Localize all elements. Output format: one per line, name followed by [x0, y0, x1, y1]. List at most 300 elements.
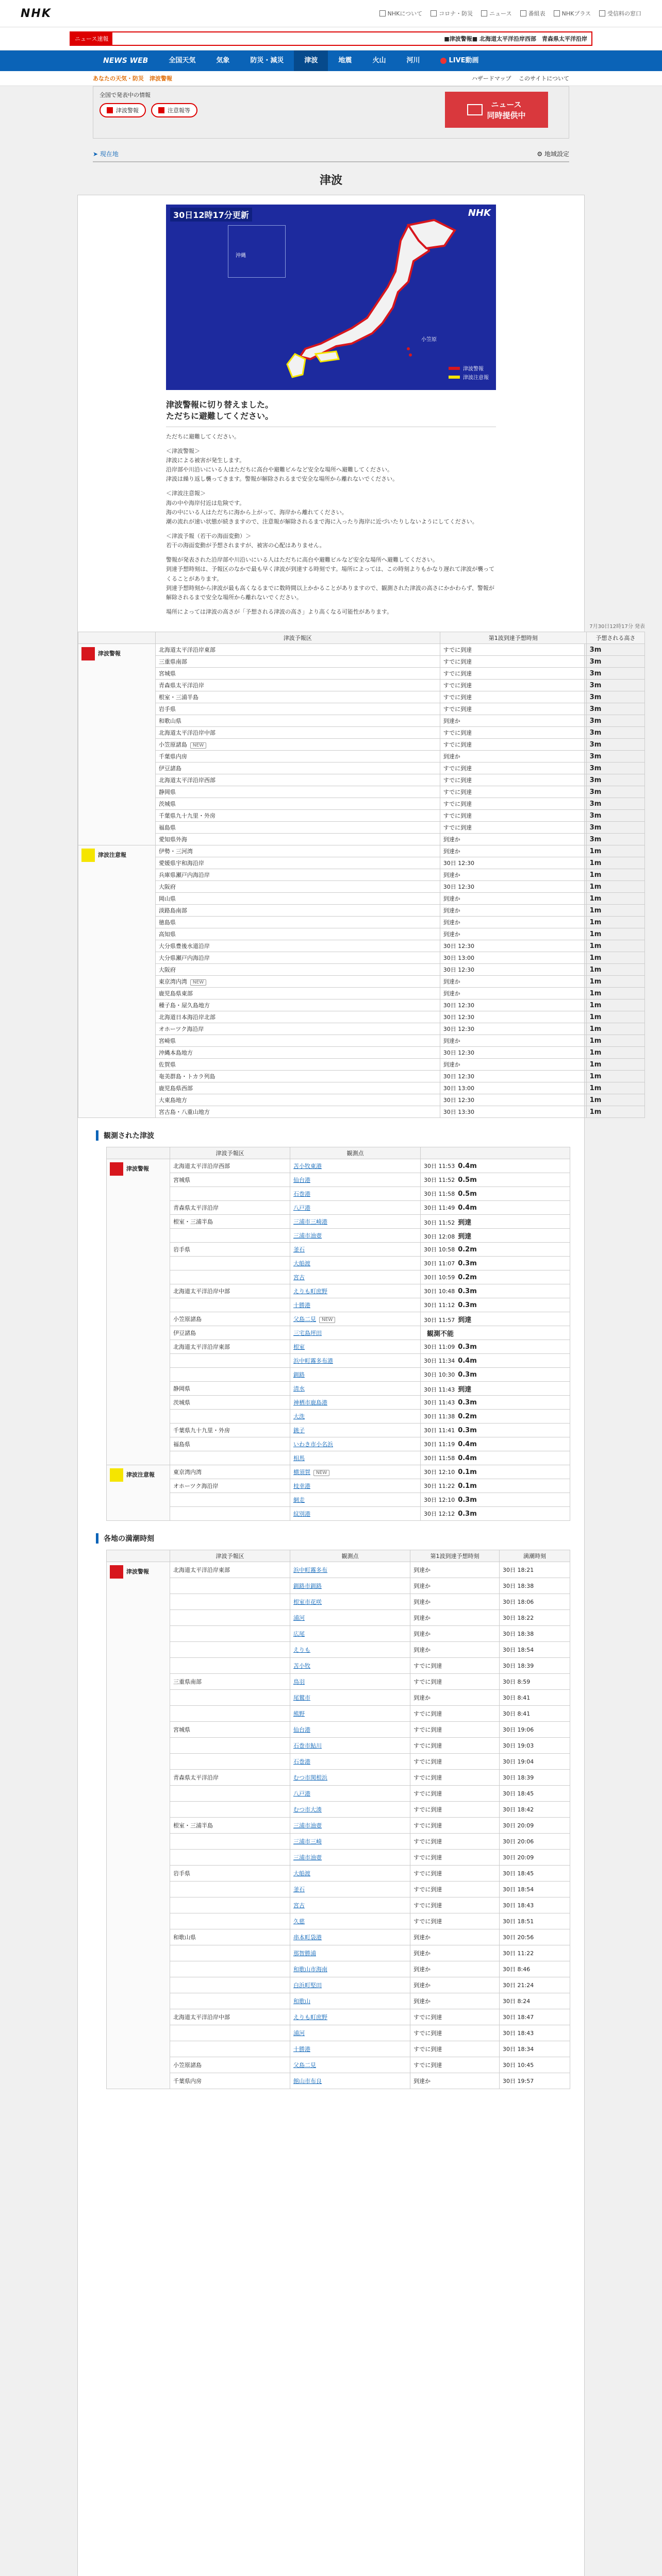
station-link[interactable]: いわき市小名浜: [293, 1441, 333, 1448]
table-header-cell: 観測点: [290, 1147, 421, 1159]
observation-value: 0.4m: [458, 1204, 477, 1212]
high-tide-cell: 30日 20:06: [500, 1834, 570, 1850]
top-link-5[interactable]: [599, 9, 641, 18]
area-cell: [155, 999, 440, 1011]
station-link[interactable]: 八戸港: [293, 1790, 310, 1798]
station-link[interactable]: 久慈: [293, 1918, 305, 1925]
station-cell: [290, 1368, 421, 1382]
station-link[interactable]: 釧路市釧路: [293, 1583, 322, 1590]
table-row: [78, 762, 645, 774]
station-cell: [290, 1465, 421, 1479]
station-link[interactable]: 熊野: [293, 1710, 305, 1718]
station-link[interactable]: 清水: [293, 1385, 305, 1393]
station-link[interactable]: 相馬: [293, 1455, 305, 1462]
station-link[interactable]: 仙台港: [293, 1726, 310, 1734]
area-cell: [155, 869, 440, 881]
area-cell: [155, 762, 440, 774]
height-cell: 1m: [586, 1059, 644, 1071]
nav-brand[interactable]: NEWS WEB: [103, 57, 148, 65]
height-cell: 1m: [586, 905, 644, 917]
table-row: [107, 1818, 570, 1834]
area-name: 根室・三浦半島: [158, 694, 198, 701]
station-link[interactable]: 那智勝浦: [293, 1950, 316, 1957]
observation-value: 0.3m: [458, 1399, 477, 1407]
height-cell: 1m: [586, 999, 644, 1011]
arrival-time-cell: すでに到達: [440, 644, 586, 656]
observation-cell: [421, 1173, 570, 1187]
table-row: [78, 893, 645, 905]
nav-item-1[interactable]: 気象: [216, 57, 230, 64]
table-row: [107, 1882, 570, 1897]
station-link[interactable]: 仙台港: [293, 1177, 310, 1184]
high-tide-cell: 30日 20:09: [500, 1818, 570, 1834]
table-row: [78, 917, 645, 928]
high-tide-cell: 30日 10:45: [500, 2057, 570, 2073]
table-row: [107, 2057, 570, 2073]
area-cell: [170, 1578, 290, 1594]
high-tide-cell: 30日 18:34: [500, 2041, 570, 2057]
arrival-time-cell: すでに到達: [440, 668, 586, 680]
table-row: [107, 1850, 570, 1866]
area-cell: [170, 1754, 290, 1770]
table-row: [107, 1738, 570, 1754]
top-link-label: 受信料の窓口: [607, 10, 641, 17]
arrival-time-cell: すでに到達: [410, 1802, 500, 1818]
area-cell: [155, 739, 440, 751]
station-link[interactable]: 三浦市油壺: [293, 1854, 322, 1861]
observation-cell: [421, 1159, 570, 1173]
high-tide-cell: 30日 18:38: [500, 1578, 570, 1594]
station-link[interactable]: 浜中町霧多布港: [293, 1358, 333, 1365]
area-settings-label: 地域設定: [544, 150, 569, 158]
table-row: [78, 644, 645, 656]
table-row: [107, 1977, 570, 1993]
nav-live[interactable]: [430, 50, 489, 71]
height-cell: 3m: [586, 656, 644, 668]
station-link[interactable]: 神栖市鹿島港: [293, 1399, 327, 1406]
warning-square-icon: [107, 107, 113, 113]
area-name: 佐賀県: [158, 1061, 176, 1069]
category-wrap: [81, 845, 152, 862]
table-row: [107, 1243, 570, 1257]
nav-item-4[interactable]: 地震: [338, 57, 352, 64]
shikoku-shape: [316, 351, 339, 362]
high-tide-cell: 30日 11:22: [500, 1945, 570, 1961]
station-link[interactable]: 紋別港: [293, 1511, 310, 1518]
observation-time: 30日 11:52: [424, 1219, 455, 1226]
table-header-row: [107, 1147, 570, 1159]
area-cell: 岩手県: [170, 1243, 290, 1257]
station-link[interactable]: 石巻港: [293, 1191, 310, 1198]
nhk-logo[interactable]: NHK: [21, 7, 52, 20]
table-row: [107, 1913, 570, 1929]
station-cell: [290, 1690, 410, 1706]
height-cell: 3m: [586, 703, 644, 715]
station-cell: [290, 1382, 421, 1396]
arrival-time-cell: 到達か: [410, 1929, 500, 1945]
observation-value: 0.3m: [458, 1427, 477, 1435]
area-cell: [155, 774, 440, 786]
category-wrap: [110, 1159, 167, 1176]
area-cell: [155, 1094, 440, 1106]
observation-time: 30日 11:58: [424, 1191, 455, 1198]
station-link[interactable]: 横須賀: [293, 1469, 310, 1476]
station-link[interactable]: 鳥羽: [293, 1679, 305, 1686]
nav-item-5[interactable]: 火山: [372, 57, 386, 64]
arrival-time-cell: 到達か: [410, 1562, 500, 1578]
station-cell: [290, 1818, 410, 1834]
arrival-time-cell: すでに到達: [440, 762, 586, 774]
height-cell: 1m: [586, 869, 644, 881]
observation-value: 0.4m: [458, 1440, 477, 1449]
station-link[interactable]: 三浦市三崎: [293, 1838, 322, 1845]
observation-cell: [421, 1187, 570, 1201]
station-cell: [290, 1594, 410, 1610]
table-row: [107, 1993, 570, 2009]
area-cell: [155, 1011, 440, 1023]
station-link[interactable]: 三浦市油壺: [293, 1822, 322, 1829]
area-cell: 和歌山県: [170, 1929, 290, 1945]
observation-time: 30日 12:08: [424, 1233, 455, 1240]
area-name: 鹿児島県東部: [158, 990, 193, 997]
ogasawara-marker: [407, 347, 410, 350]
station-link[interactable]: えりも: [293, 1647, 310, 1654]
top-link-label: ニュース: [489, 10, 512, 17]
high-tide-cell: 30日 18:06: [500, 1594, 570, 1610]
table-row: [107, 1215, 570, 1229]
arrival-time-cell: 到達か: [410, 1642, 500, 1658]
station-link[interactable]: 尾鷲市: [293, 1694, 310, 1702]
arrival-time-cell: 到達か: [410, 1945, 500, 1961]
table-header-row: [78, 632, 645, 644]
station-cell: [290, 1437, 421, 1451]
station-cell: [290, 1410, 421, 1423]
area-cell: [155, 644, 440, 656]
height-cell: 3m: [586, 644, 644, 656]
top-link-label: NHKについて: [387, 10, 423, 17]
station-link[interactable]: むつ市関根浜: [293, 1774, 327, 1782]
table-row: [78, 988, 645, 999]
area-cell: [155, 1023, 440, 1035]
area-cell: 青森県太平洋沿岸: [170, 1770, 290, 1786]
about-site-link[interactable]: このサイトについて: [518, 75, 569, 82]
station-link[interactable]: 三浦市油壺: [293, 1232, 322, 1240]
station-link[interactable]: 浦河: [293, 2030, 305, 2037]
top-link-4[interactable]: [554, 9, 591, 18]
current-location-link[interactable]: ➤ 現在地: [93, 150, 119, 158]
station-link[interactable]: 大洗: [293, 1413, 305, 1420]
area-cell: [155, 668, 440, 680]
area-cell: [170, 1610, 290, 1626]
station-link[interactable]: 父島二見: [293, 1316, 316, 1323]
station-link[interactable]: 浦河: [293, 1615, 305, 1622]
new-badge: NEW: [190, 979, 206, 986]
table-row: [107, 1642, 570, 1658]
station-link[interactable]: 三宅島坪田: [293, 1330, 322, 1337]
station-link[interactable]: 館山市布良: [293, 2078, 322, 2085]
observation-cell: [421, 1312, 570, 1326]
station-cell: [290, 2073, 410, 2089]
station-link[interactable]: 根室市花咲: [293, 1599, 322, 1606]
table-row: [107, 2009, 570, 2025]
area-cell: 北海道太平洋沿岸中部: [170, 2009, 290, 2025]
observation-time: 30日 12:12: [424, 1511, 455, 1518]
observed-section: [96, 1130, 566, 2089]
area-name: 和歌山県: [158, 718, 181, 725]
station-link[interactable]: 釧路: [293, 1371, 305, 1379]
table-row: [107, 1257, 570, 1270]
station-cell: [290, 1866, 410, 1882]
high-tide-cell: 30日 21:24: [500, 1977, 570, 1993]
high-tide-cell: 30日 18:21: [500, 1562, 570, 1578]
station-cell: [290, 1754, 410, 1770]
table-row: [107, 1945, 570, 1961]
arrival-time-cell: 到達か: [440, 893, 586, 905]
table-row: [78, 822, 645, 834]
nav-item-3[interactable]: 津波: [294, 50, 328, 71]
area-cell: [170, 1961, 290, 1977]
table-header-cell: 満潮時刻: [500, 1550, 570, 1562]
table-row: [107, 1437, 570, 1451]
my-area-link[interactable]: あなたの天気・防災 津波警報: [93, 75, 172, 82]
page-title: 津波: [319, 174, 342, 187]
body-paragraph: ＜津波警報＞ 津波による被害が発生します。 沿岸部や川沿いにいる人はただちに高台や避難ビルなど安全な場所へ避難してください。 津波は繰り返し襲ってきます。警報が解除されるまで安全な場所から離れないでください。: [166, 447, 399, 483]
observation-cell: [421, 1201, 570, 1215]
observation-value: 到達: [458, 1316, 472, 1324]
area-name: 大分県瀬戸内海沿岸: [158, 955, 210, 962]
height-cell: 3m: [586, 751, 644, 762]
area-cell: [170, 1802, 290, 1818]
station-link[interactable]: 十勝港: [293, 1302, 310, 1309]
area-cell: [170, 1658, 290, 1674]
height-cell: 1m: [586, 845, 644, 857]
table-row: [78, 1082, 645, 1094]
station-cell: [290, 1642, 410, 1658]
station-link[interactable]: 枝幸港: [293, 1483, 310, 1490]
area-cell: [155, 727, 440, 739]
table-row: [78, 739, 645, 751]
area-cell: [170, 1507, 290, 1521]
high-tide-cell: 30日 8:59: [500, 1674, 570, 1690]
breaking-news-text: ■津波警報■ 北海道太平洋沿岸西部 青森県太平洋沿岸: [444, 36, 587, 42]
station-link[interactable]: 串本町袋港: [293, 1934, 322, 1941]
area-cell: 北海道太平洋沿岸東部: [170, 1562, 290, 1578]
table-row: [107, 1690, 570, 1706]
breaking-news-label: ニュース速報: [71, 32, 112, 45]
arrival-time-cell: 30日 12:30: [440, 1047, 586, 1059]
area-cell: 根室・三浦半島: [170, 1215, 290, 1229]
japan-land-shape: [300, 225, 429, 359]
observation-value: 0.4m: [458, 1162, 477, 1171]
area-settings-link[interactable]: ⚙ 地域設定: [537, 150, 569, 158]
simulcast-button[interactable]: [445, 92, 548, 128]
station-link[interactable]: 白浜町堅田: [293, 1982, 322, 1989]
area-cell: [170, 1977, 290, 1993]
station-link[interactable]: むつ市大湊: [293, 1806, 322, 1814]
top-link-2[interactable]: [481, 9, 511, 18]
table-row: [78, 1011, 645, 1023]
height-cell: 1m: [586, 988, 644, 999]
arrival-time-cell: 到達か: [440, 928, 586, 940]
table-header-cell: 津波予報区: [155, 632, 440, 644]
area-cell: [170, 1257, 290, 1270]
new-badge: NEW: [319, 1317, 335, 1323]
japan-map-svg: [166, 205, 496, 390]
area-cell: 宮城県: [170, 1173, 290, 1187]
station-link[interactable]: 苫小牧: [293, 1663, 310, 1670]
station-cell: [290, 1674, 410, 1690]
area-name: 岡山県: [158, 895, 176, 903]
station-link[interactable]: 石巻市鮎川: [293, 1742, 322, 1750]
height-cell: 3m: [586, 739, 644, 751]
station-link[interactable]: えりも町庶野: [293, 1288, 327, 1295]
arrival-time-cell: すでに到達: [410, 1674, 500, 1690]
arrival-time-cell: 30日 12:30: [440, 999, 586, 1011]
station-link[interactable]: 和歌山: [293, 1998, 310, 2005]
table-row: [78, 751, 645, 762]
arrival-time-cell: 30日 12:30: [440, 1094, 586, 1106]
station-link[interactable]: 根室: [293, 1344, 305, 1351]
arrival-time-cell: すでに到達: [410, 2041, 500, 2057]
station-link[interactable]: 和歌山市海南: [293, 1966, 327, 1973]
nav-item-0[interactable]: 全国天気: [169, 57, 196, 64]
height-cell: 3m: [586, 774, 644, 786]
high-tide-cell: 30日 18:45: [500, 1786, 570, 1802]
observation-cell: [421, 1270, 570, 1284]
observation-cell: [421, 1507, 570, 1521]
station-link[interactable]: えりも町庶野: [293, 2014, 327, 2021]
breaking-news-box[interactable]: [70, 31, 592, 46]
panel-title: 全国で発表中の情報: [100, 92, 151, 98]
station-link[interactable]: 広尾: [293, 1631, 305, 1638]
arrival-time-cell: 到達か: [410, 2073, 500, 2089]
area-cell: 三重県南部: [170, 1674, 290, 1690]
observation-time: 30日 11:12: [424, 1302, 455, 1309]
table-row: [78, 964, 645, 976]
station-cell: [290, 1882, 410, 1897]
top-link-0[interactable]: [379, 9, 423, 18]
table-row: [107, 1159, 570, 1173]
table-row: [107, 1270, 570, 1284]
category-label: 津波警報: [126, 1165, 149, 1173]
station-cell: [290, 1507, 421, 1521]
station-cell: [290, 1173, 421, 1187]
arrival-time-cell: 30日 12:30: [440, 1071, 586, 1082]
station-cell: [290, 1229, 421, 1243]
high-tide-cell: 30日 19:04: [500, 1754, 570, 1770]
map-date: 30日12時17分更新: [170, 208, 252, 222]
station-cell: [290, 1159, 421, 1173]
area-name: 三重県南部: [158, 658, 187, 666]
top-link-1[interactable]: [431, 9, 473, 18]
area-name: 北海道太平洋沿岸西部: [158, 777, 216, 784]
tsunami-warning-button[interactable]: [100, 103, 146, 117]
station-link[interactable]: 浜中町霧多布: [293, 1567, 327, 1574]
table-row: [107, 1802, 570, 1818]
arrival-time-cell: すでに到達: [440, 656, 586, 668]
table-header-cell: 第1波到達予想時刻: [410, 1550, 500, 1562]
area-cell: [170, 1298, 290, 1312]
table-row: [107, 1578, 570, 1594]
observation-value: 到達: [458, 1385, 472, 1394]
station-link[interactable]: 網走: [293, 1497, 305, 1504]
station-link[interactable]: 釜石: [293, 1886, 305, 1893]
area-cell: 福島県: [170, 1437, 290, 1451]
station-link[interactable]: 父島二見: [293, 2062, 316, 2069]
table-row: [78, 703, 645, 715]
arrival-time-cell: すでに到達: [410, 1882, 500, 1897]
body-paragraph: ただちに避難してください。: [166, 433, 240, 440]
arrival-time-cell: すでに到達: [410, 2025, 500, 2041]
area-name: 青森県太平洋沿岸: [158, 682, 204, 689]
advisory-button[interactable]: [151, 103, 197, 117]
area-name: 北海道太平洋沿岸東部: [158, 647, 216, 654]
legend-warning: [449, 364, 489, 372]
observation-cell: [421, 1410, 570, 1423]
area-name: 淡路島南部: [158, 907, 187, 914]
new-badge: NEW: [313, 1470, 329, 1476]
arrival-time-cell: すでに到達: [440, 739, 586, 751]
station-link[interactable]: 大船渡: [293, 1260, 310, 1267]
arrival-time-cell: すでに到達: [440, 703, 586, 715]
height-cell: 1m: [586, 1023, 644, 1035]
arrival-time-cell: 30日 12:30: [440, 857, 586, 869]
area-name: 愛媛県宇和海沿岸: [158, 860, 204, 867]
station-cell: [290, 1215, 421, 1229]
top-link-3[interactable]: [520, 9, 545, 18]
station-link[interactable]: 石巻港: [293, 1758, 310, 1766]
station-cell: [290, 1187, 421, 1201]
table-row: [107, 1754, 570, 1770]
area-cell: [170, 1738, 290, 1754]
arrival-time-cell: すでに到達: [410, 2009, 500, 2025]
station-link[interactable]: 大船渡: [293, 1870, 310, 1877]
station-link[interactable]: 宮古: [293, 1274, 305, 1281]
hazard-map-link[interactable]: ハザードマップ: [471, 75, 511, 82]
category-cell: [107, 1562, 170, 2089]
arrival-time-cell: すでに到達: [440, 774, 586, 786]
arrival-time-cell: 到達か: [440, 976, 586, 988]
station-cell: [290, 1929, 410, 1945]
nav-item-6[interactable]: 河川: [406, 57, 420, 64]
observation-value: 0.3m: [458, 1343, 477, 1351]
station-link[interactable]: 十勝港: [293, 2046, 310, 2053]
area-cell: [155, 822, 440, 834]
nav-item-2[interactable]: 防災・減災: [250, 57, 284, 64]
category-square-icon: [81, 849, 95, 862]
station-link[interactable]: 宮古: [293, 1902, 305, 1909]
station-link[interactable]: 銚子: [293, 1427, 305, 1434]
area-cell: [155, 834, 440, 845]
top-header: [0, 0, 662, 27]
area-cell: [170, 1368, 290, 1382]
top-link-label: NHKプラス: [561, 10, 591, 17]
station-link[interactable]: 三浦市三崎港: [293, 1218, 327, 1226]
station-cell: [290, 1961, 410, 1977]
station-link[interactable]: 苫小牧東港: [293, 1163, 322, 1170]
category-square-icon: [110, 1468, 123, 1482]
height-cell: 3m: [586, 822, 644, 834]
observation-value: 0.4m: [458, 1454, 477, 1463]
high-tide-cell: 30日 8:24: [500, 1993, 570, 2009]
area-cell: 静岡県: [170, 1382, 290, 1396]
station-link[interactable]: 八戸港: [293, 1205, 310, 1212]
station-link[interactable]: 釜石: [293, 1246, 305, 1253]
station-cell: [290, 1802, 410, 1818]
station-cell: [290, 1722, 410, 1738]
area-cell: 北海道太平洋沿岸中部: [170, 1284, 290, 1298]
table-row: [107, 2041, 570, 2057]
